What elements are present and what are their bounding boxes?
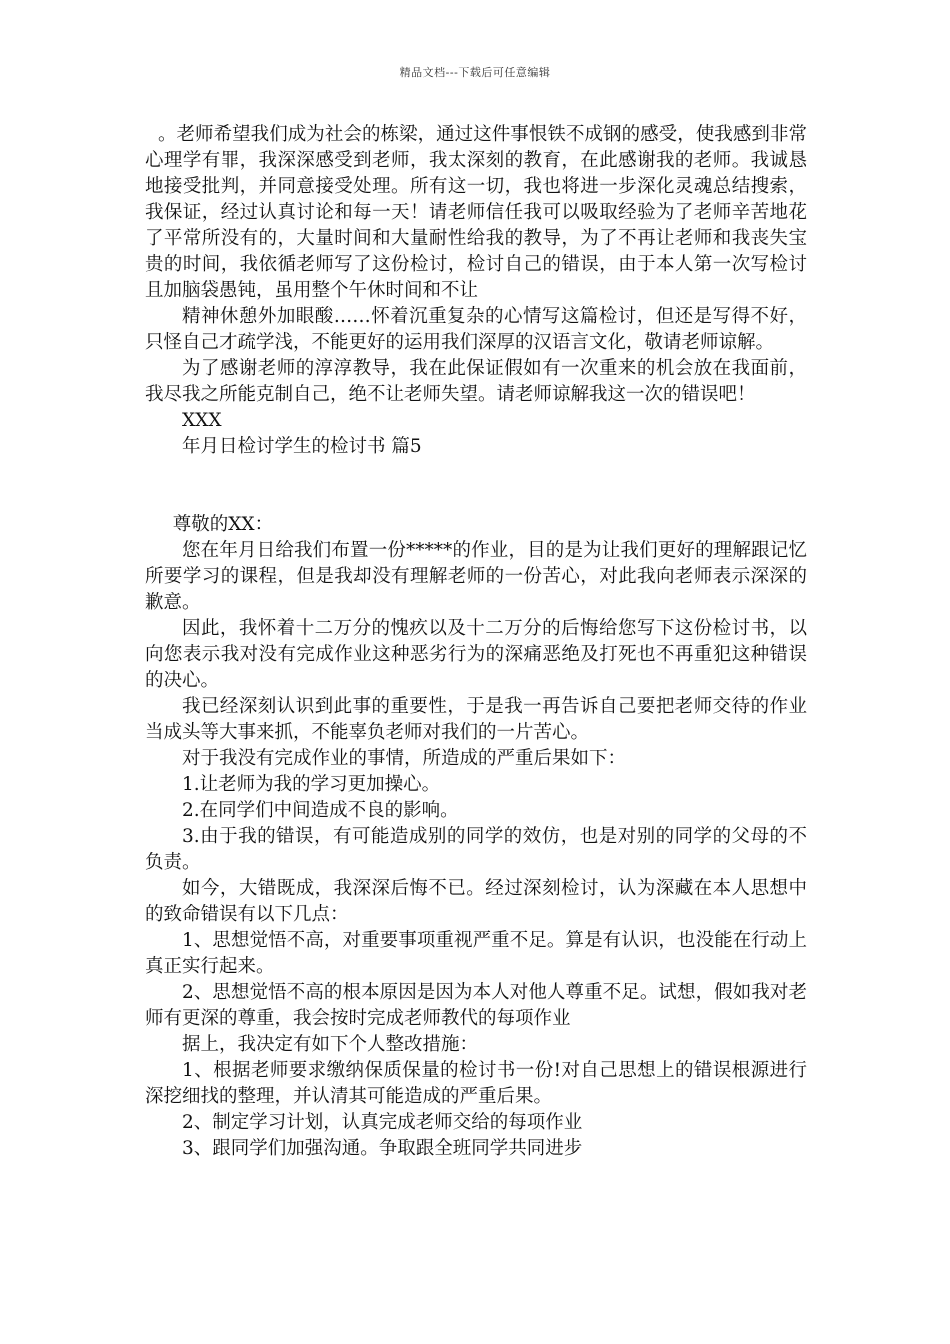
paragraph: 我已经深刻认识到此事的重要性，于是我一再告诉自己要把老师交待的作业当成头等大事来抓，不能辜负老师对我们的一片苦心。	[145, 696, 807, 743]
paragraph: 。老师希望我们成为社会的栋梁，通过这件事恨铁不成钢的感受，使我感到非常心理学有罪，我深深感受到老师，我太深刻的教育，在此感谢我的老师。我诚恳地接受批判，并同意接受处理。所有这一切，我也将进一步深化灵魂总结搜索，我保证，经过认真讨论和每一天！请老师信任我可以吸取经验为了老师辛苦地花了平常所没有的，大量时间和大量耐性给我的教导，为了不再让老师和我丧失宝贵的时间，我依循老师写了这份检讨，检讨自己的错误，由于本人第一次写检讨且加脑袋愚钝，虽用整个午休时间和不让	[145, 124, 807, 301]
list-item: 1、思想觉悟不高，对重要事项重视严重不足。算是有认识，也没能在行动上真正实行起来。	[145, 930, 807, 977]
paragraph: 精神休憩外加眼酸……怀着沉重复杂的心情写这篇检讨，但还是写得不好，只怪自己才疏学浅，不能更好的运用我们深厚的汉语言文化，敬请老师谅解。	[145, 306, 807, 353]
list-item: 2、思想觉悟不高的根本原因是因为本人对他人尊重不足。试想，假如我对老师有更深的尊重，我会按时完成老师教代的每项作业	[145, 982, 807, 1029]
paragraph: 为了感谢老师的淳淳教导，我在此保证假如有一次重来的机会放在我面前，我尽我之所能克制自己，绝不让老师失望。请老师谅解我这一次的错误吧！	[145, 358, 807, 405]
list-item: 2.在同学们中间造成不良的影响。	[182, 800, 459, 821]
list-item: 2、制定学习计划，认真完成老师交给的每项作业	[182, 1112, 583, 1133]
signature: XXX	[182, 410, 222, 431]
section-title: 年月日检讨学生的检讨书 篇5	[182, 436, 422, 457]
paragraph: 因此，我怀着十二万分的愧疚以及十二万分的后悔给您写下这份检讨书，以向您表示我对没有完成作业这种恶劣行为的深痛恶绝及打死也不再重犯这种错误的决心。	[145, 618, 807, 691]
paragraph: 您在年月日给我们布置一份*****的作业，目的是为让我们更好的理解跟记忆所要学习的课程，但是我却没有理解老师的一份苦心，对此我向老师表示深深的歉意。	[145, 540, 807, 613]
blank-space	[145, 460, 807, 512]
page-header: 精品文档---下载后可任意编辑	[399, 66, 551, 79]
list-item: 3、跟同学们加强沟通。争取跟全班同学共同进步	[182, 1138, 583, 1159]
paragraph: 对于我没有完成作业的事情，所造成的严重后果如下：	[182, 748, 627, 769]
paragraph: 如今，大错既成，我深深后悔不已。经过深刻检讨，认为深藏在本人思想中的致命错误有以下几点：	[145, 878, 807, 925]
document-body	[145, 122, 807, 1162]
list-item: 1.让老师为我的学习更加操心。	[182, 774, 441, 795]
list-item: 3.由于我的错误，有可能造成别的同学的效仿，也是对别的同学的父母的不负责。	[145, 826, 807, 873]
paragraph: 据上，我决定有如下个人整改措施：	[182, 1034, 479, 1055]
salutation: 尊敬的XX：	[172, 514, 274, 535]
list-item: 1、根据老师要求缴纳保质保量的检讨书一份!对自己思想上的错误根源进行深挖细找的整理，并认清其可能造成的严重后果。	[145, 1060, 807, 1107]
